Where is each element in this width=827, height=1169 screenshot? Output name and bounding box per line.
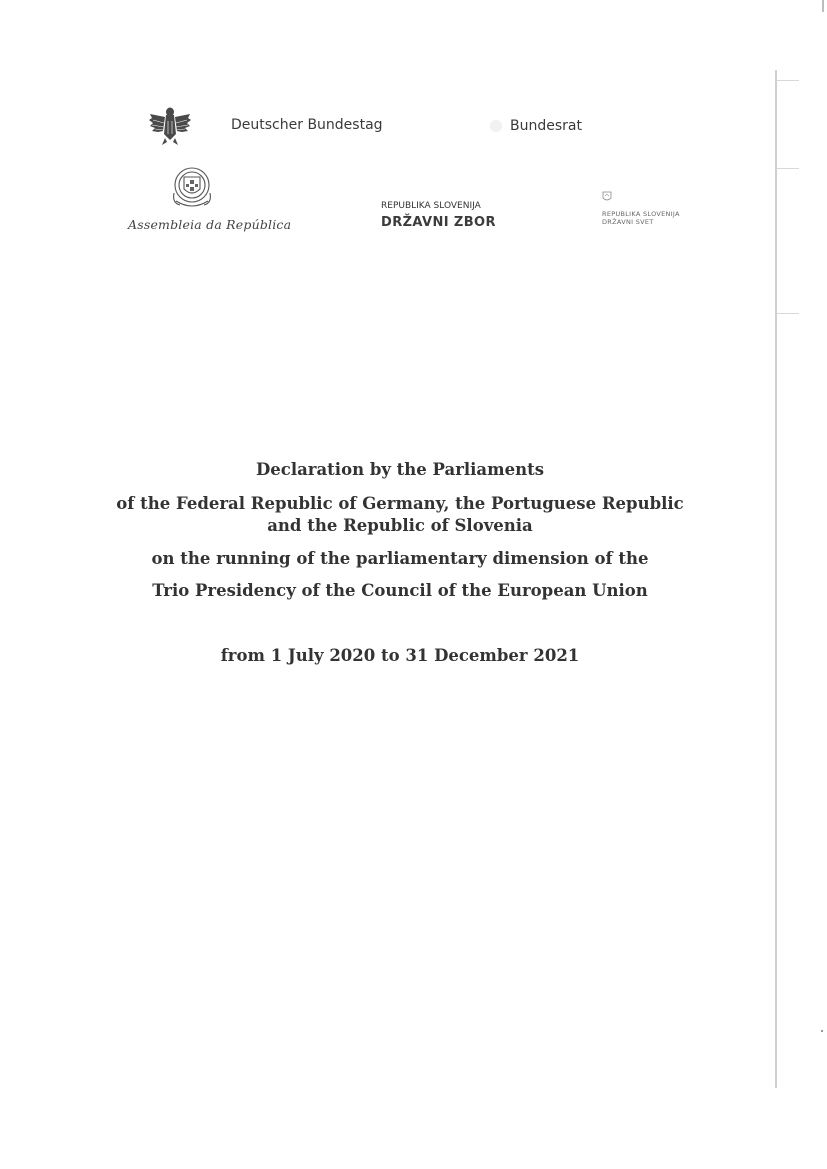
declaration-line-2: of the Federal Republic of Germany, the Portuguese Republic [116, 494, 684, 513]
drzavni-svet-label: DRŽAVNI SVET [602, 218, 654, 226]
drzavni-zbor-top-label: REPUBLIKA SLOVENIJA [381, 201, 481, 211]
drzavni-svet-top-label: REPUBLIKA SLOVENIJA [602, 210, 680, 218]
bundesrat-label: Bundesrat [510, 118, 582, 134]
portuguese-coat-of-arms-icon [170, 163, 214, 211]
scan-tick [777, 313, 799, 314]
declaration-line-5: Trio Presidency of the Council of the European Union [152, 581, 648, 600]
scan-edge [775, 70, 777, 1088]
bundestag-label: Deutscher Bundestag [231, 117, 383, 133]
bundesrat-mark [490, 120, 502, 132]
scan-tick [777, 168, 799, 169]
scan-corner [822, 0, 824, 12]
drzavni-zbor-label: DRŽAVNI ZBOR [381, 215, 496, 230]
declaration-period: from 1 July 2020 to 31 December 2021 [220, 646, 580, 665]
declaration-title: Declaration by the Parliaments [255, 460, 544, 479]
declaration-line-4: on the running of the parliamentary dimension of the [151, 549, 649, 568]
scan-tick [777, 80, 799, 81]
federal-eagle-icon [148, 104, 192, 146]
drzavni-svet-mark-icon [602, 191, 612, 202]
assembleia-label: Assembleia da República [128, 217, 292, 232]
declaration-line-3: and the Republic of Slovenia [267, 516, 533, 535]
scan-dot [821, 1030, 823, 1032]
